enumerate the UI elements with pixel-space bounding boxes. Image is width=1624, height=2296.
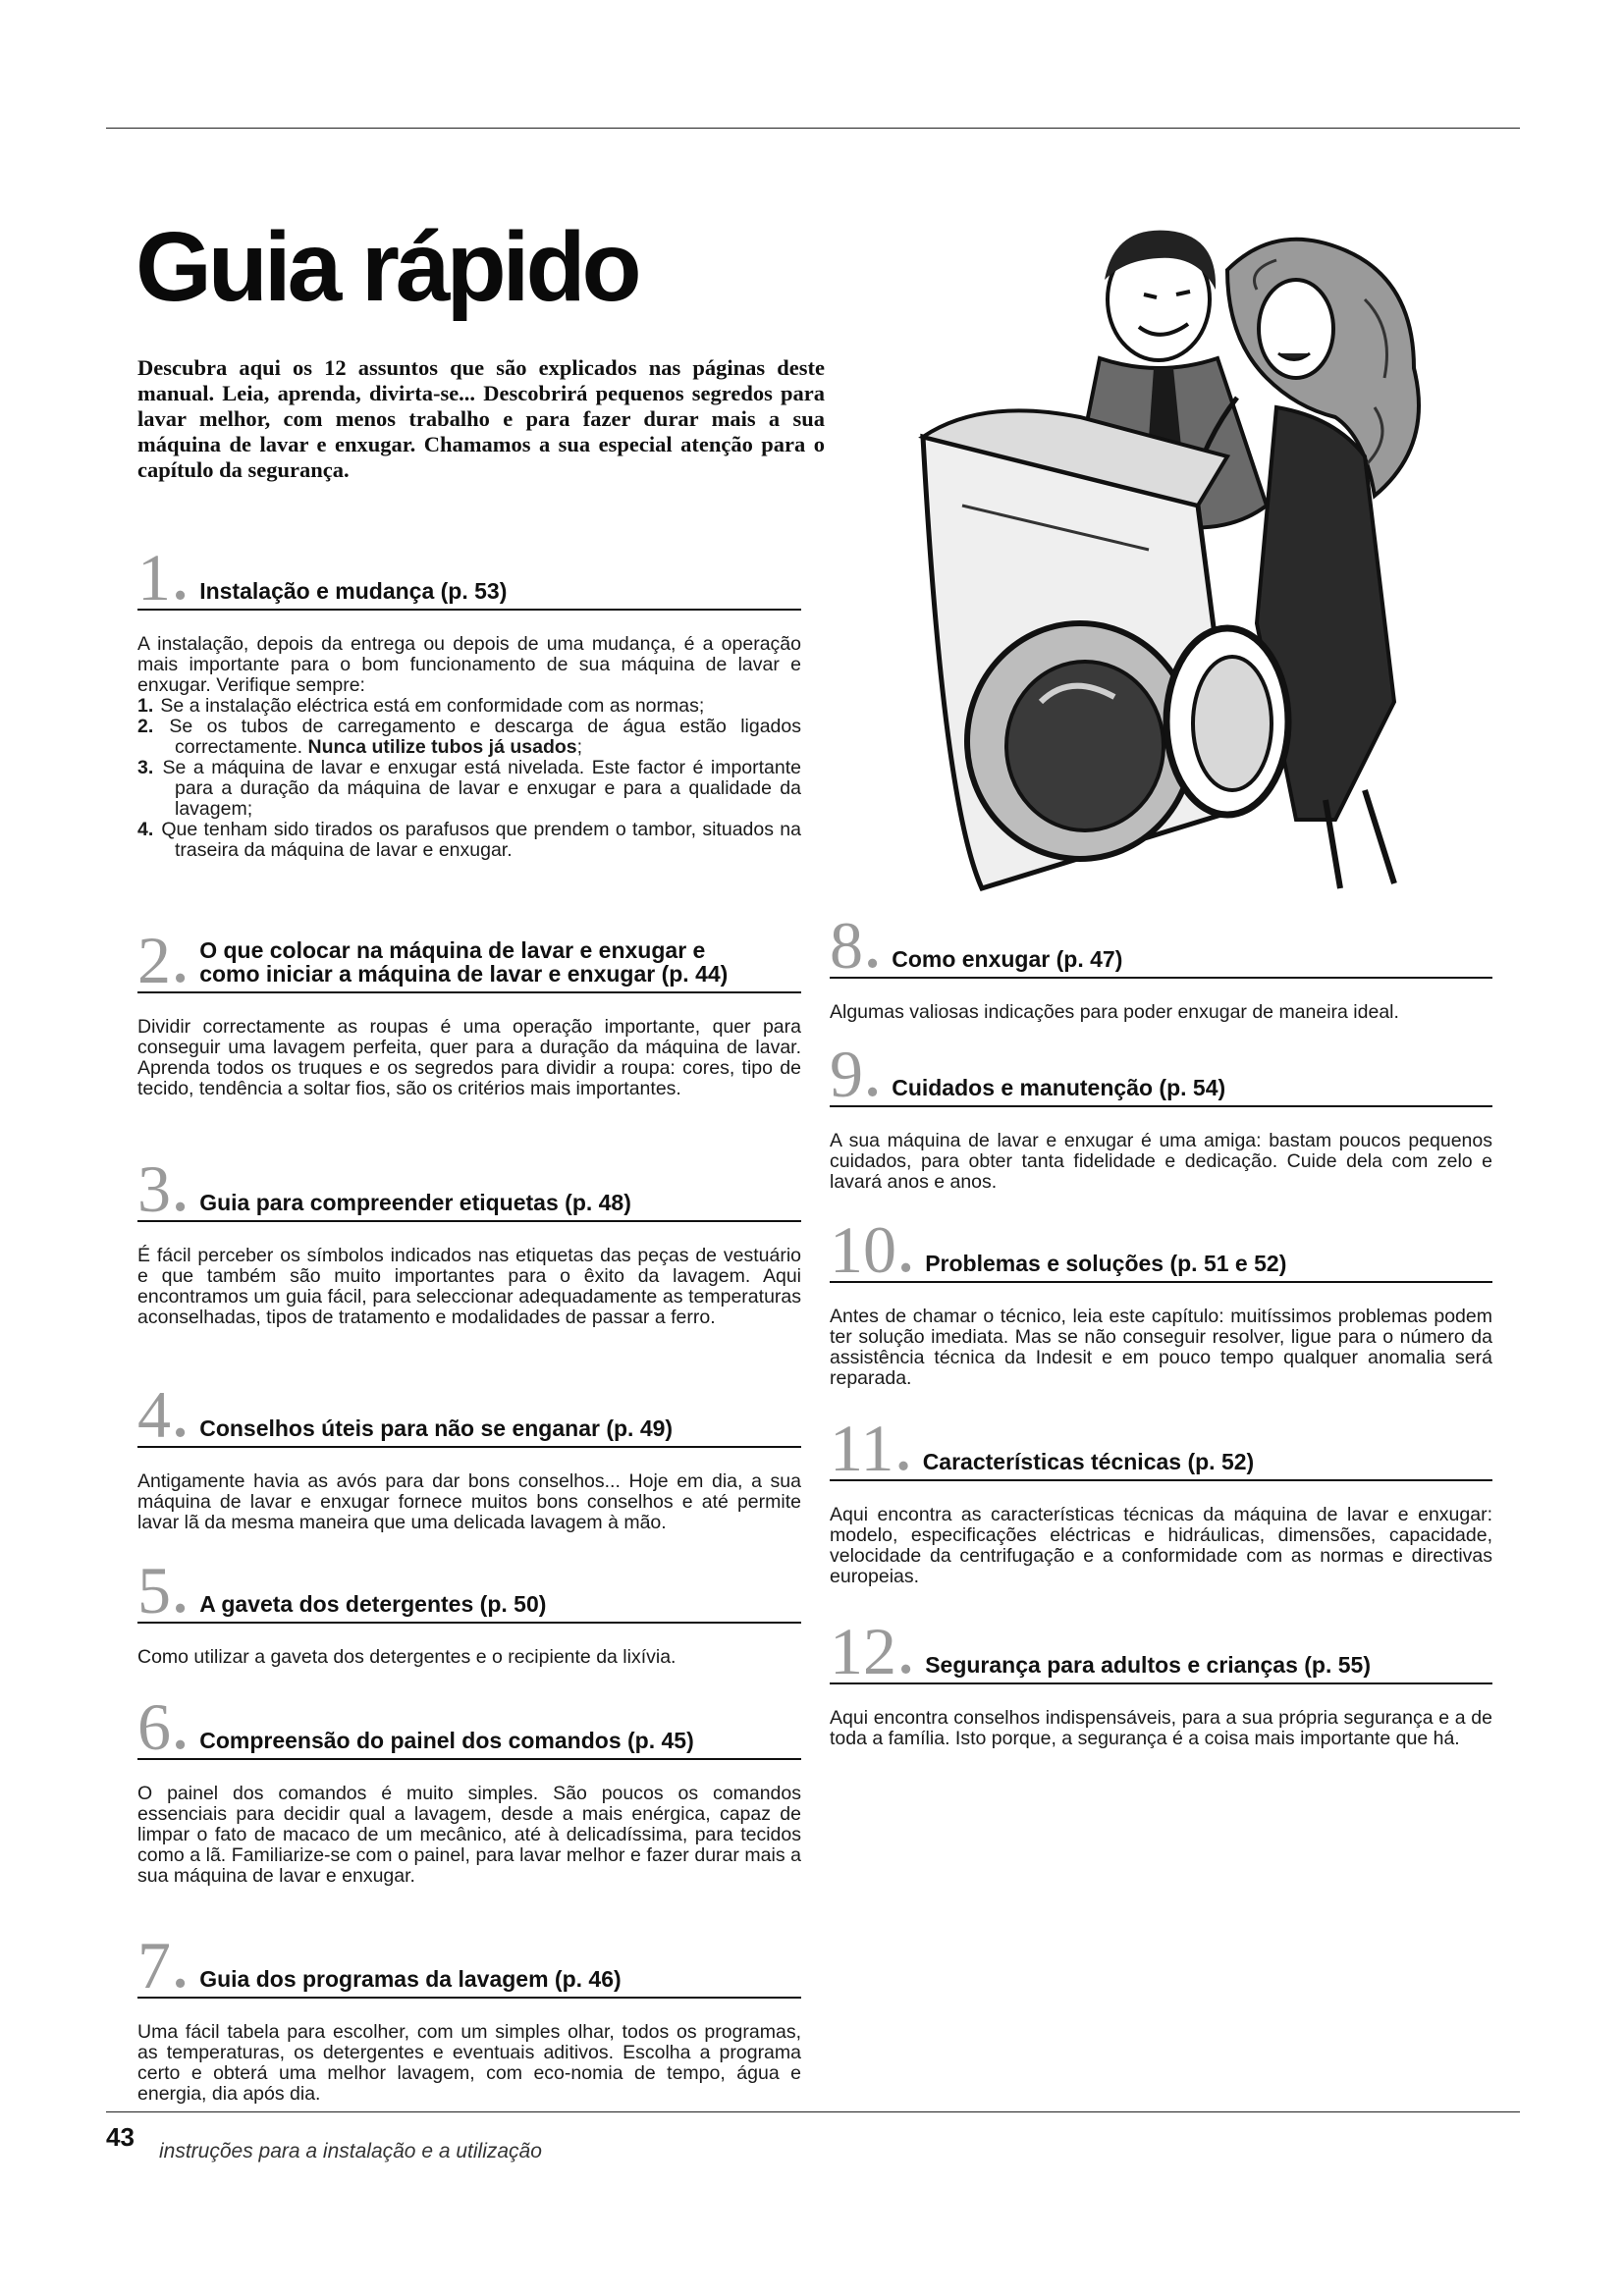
section-10-header: 10 • Problemas e soluções (p. 51 e 52) <box>830 1222 1492 1283</box>
section-2 <box>137 913 801 1099</box>
section-10 <box>830 1212 1492 1389</box>
section-body: É fácil perceber os símbolos indicados nas etiquetas das peças de vestuário e que também são muito importantes para o êxito da lavagem. Aqui encontramos um guia fácil, para seleccionar adequadamente as temperaturas aconselhadas, tipos de tratamento e modalidades de passar a ferro. <box>137 1245 801 1328</box>
section-5 <box>137 1553 801 1668</box>
footer-title: instruções para a instalação e a utilização <box>159 2140 542 2163</box>
section-title: Características técnicas (p. 52) <box>922 1449 1255 1474</box>
section-title: Como enxugar (p. 47) <box>892 946 1123 972</box>
section-number: 4 <box>137 1377 171 1452</box>
section-9 <box>830 1037 1492 1193</box>
list-item: 3. Se a máquina de lavar e enxugar está nivelada. Este factor é importante para a duração da máquina de lavar e enxugar e para a qualidade da lavagem; <box>137 757 801 820</box>
list-item: 2. Se os tubos de carregamento e descarga de água estão ligados correctamente. Nunca utilize tubos já usados; <box>137 716 801 758</box>
section-11-header: 11 • Características técnicas (p. 52) <box>830 1420 1492 1481</box>
section-title: Segurança para adultos e crianças (p. 55) <box>925 1652 1371 1678</box>
section-1-body <box>137 634 801 861</box>
section-title: Conselhos úteis para não se enganar (p. 49) <box>199 1415 674 1441</box>
section-intro: A instalação, depois da entrega ou depois de uma mudança, é a operação mais importante para o bom funcionamento de sua máquina de lavar e enxugar. Verifique sempre: <box>137 633 801 696</box>
section-number: 2 <box>137 923 171 997</box>
section-number: 9 <box>830 1037 863 1111</box>
section-4 <box>137 1377 801 1533</box>
section-7-header: 7 • Guia dos programas da lavagem (p. 46) <box>137 1938 801 1999</box>
section-title: Compreensão do painel dos comandos (p. 45) <box>199 1728 694 1753</box>
section-6 <box>137 1689 801 1887</box>
section-5-header: 5 • A gaveta dos detergentes (p. 50) <box>137 1563 801 1624</box>
section-12-header: 12 • Segurança para adultos e crianças (p. 55) <box>830 1624 1492 1684</box>
warning-text: Nunca utilize tubos já usados <box>307 736 577 758</box>
couple-with-washing-machine-illustration <box>903 211 1512 898</box>
washing-machine-illustration-icon <box>903 211 1512 898</box>
section-1-header: 1 • Instalação e mudança (p. 53) <box>137 550 801 611</box>
section-body: Aqui encontra conselhos indispensáveis, para a sua própria segurança e a de toda a família. Isto porque, a segurança é a coisa mais importante que há. <box>830 1707 1492 1749</box>
section-number: 8 <box>830 908 863 983</box>
section-4-header: 4 • Conselhos úteis para não se enganar (p. 49) <box>137 1387 801 1448</box>
section-title: Guia dos programas da lavagem (p. 46) <box>199 1966 622 1992</box>
section-title: Problemas e soluções (p. 51 e 52) <box>925 1251 1287 1276</box>
section-6-header: 6 • Compreensão do painel dos comandos (p. 45) <box>137 1699 801 1760</box>
section-number: 11 <box>830 1411 894 1485</box>
section-title: Cuidados e manutenção (p. 54) <box>892 1075 1226 1100</box>
section-2-header: 2 • O que colocar na máquina de lavar e enxugar e como iniciar a máquina de lavar e enxugar (p. 44) <box>137 913 801 993</box>
section-body: Dividir correctamente as roupas é uma operação importante, quer para conseguir uma lavagem perfeita, quer para a duração da máquina de lavar. Aprenda todos os truques e os segredos para dividir a roupa: cores, tipo de tecido, tendência a soltar fios, são os critérios mais importantes. <box>137 1016 801 1099</box>
section-body: Antigamente havia as avós para dar bons conselhos... Hoje em dia, a sua máquina de lavar e enxugar fornece muitos bons conselhos e até permite lavar lã da mesma maneira que uma delicada lavagem à mão. <box>137 1470 801 1533</box>
top-rule <box>106 128 1520 129</box>
section-number: 12 <box>830 1614 896 1688</box>
section-8-header: 8 • Como enxugar (p. 47) <box>830 918 1492 979</box>
intro-paragraph: Descubra aqui os 12 assuntos que são explicados nas páginas deste manual. Leia, aprenda, divirta-se... Descobrirá pequenos segredos para lavar melhor, com menos trabalho e para fazer durar mais a sua máquina de lavar e enxugar. Chamamos a sua especial atenção para o capítulo da segurança. <box>137 355 825 482</box>
section-title: A gaveta dos detergentes (p. 50) <box>199 1591 547 1617</box>
section-number: 1 <box>137 540 171 614</box>
section-title: Guia para compreender etiquetas (p. 48) <box>199 1190 631 1215</box>
list-item: 4. Que tenham sido tirados os parafusos que prendem o tambor, situados na traseira da máquina de lavar e enxugar. <box>137 819 801 861</box>
section-title: Instalação e mudança (p. 53) <box>199 578 508 604</box>
section-body: Algumas valiosas indicações para poder enxugar de maneira ideal. <box>830 1001 1399 1023</box>
section-9-header: 9 • Cuidados e manutenção (p. 54) <box>830 1046 1492 1107</box>
section-body: Uma fácil tabela para escolher, com um simples olhar, todos os programas, as temperaturas, os detergentes e eventuais aditivos. Escolha a programa certo e obterá uma melhor lavagem, com eco-nomia de tempo, água e energia, dia após dia. <box>137 2021 801 2105</box>
section-1 <box>137 540 801 861</box>
section-3-header: 3 • Guia para compreender etiquetas (p. 48) <box>137 1161 801 1222</box>
section-title: O que colocar na máquina de lavar e enxugar e como iniciar a máquina de lavar e enxugar (p. 44) <box>199 937 729 987</box>
section-body: O painel dos comandos é muito simples. São poucos os comandos essenciais para decidir qual a lavagem, desde a mais enérgica, capaz de limpar o fato de macaco de um mecânico, até à delicadíssima, para tecidos como a lã. Familiarize-se com o painel, para lavar melhor e fazer durar mais a sua máquina de lavar e enxugar. <box>137 1783 801 1887</box>
section-number: 7 <box>137 1928 171 2002</box>
section-body: Como utilizar a gaveta dos detergentes e o recipiente da lixívia. <box>137 1646 677 1668</box>
section-number: 10 <box>830 1212 896 1287</box>
section-12 <box>830 1614 1492 1749</box>
page-number: 43 <box>106 2122 135 2152</box>
section-7 <box>137 1928 801 2105</box>
section-8 <box>830 908 1492 1023</box>
section-number: 5 <box>137 1553 171 1628</box>
section-11 <box>830 1411 1492 1587</box>
section-body: A sua máquina de lavar e enxugar é uma amiga: bastam poucos pequenos cuidados, para obter tanta fidelidade e dedicação. Cuide dela com zelo e lavará anos e anos. <box>830 1130 1492 1193</box>
section-number: 6 <box>137 1689 171 1764</box>
list-item: 1. Se a instalação eléctrica está em conformidade com as normas; <box>137 695 705 717</box>
bottom-rule <box>106 2111 1520 2112</box>
section-body: Antes de chamar o técnico, leia este capítulo: muitíssimos problemas podem ter solução imediata. Mas se não conseguir resolver, ligue para o número da assistência técnica da Indesit e em pouco tempo qualquer anomalia será reparada. <box>830 1306 1492 1389</box>
page-title: Guia rápido <box>135 212 638 322</box>
section-3 <box>137 1151 801 1328</box>
section-body: Aqui encontra as características técnicas da máquina de lavar e enxugar: modelo, especificações eléctricas e hidráulicas, dimensões, capacidade, velocidade da centrifugação e a conformidade com as normas e directivas europeias. <box>830 1504 1492 1587</box>
section-number: 3 <box>137 1151 171 1226</box>
checklist <box>137 696 801 861</box>
